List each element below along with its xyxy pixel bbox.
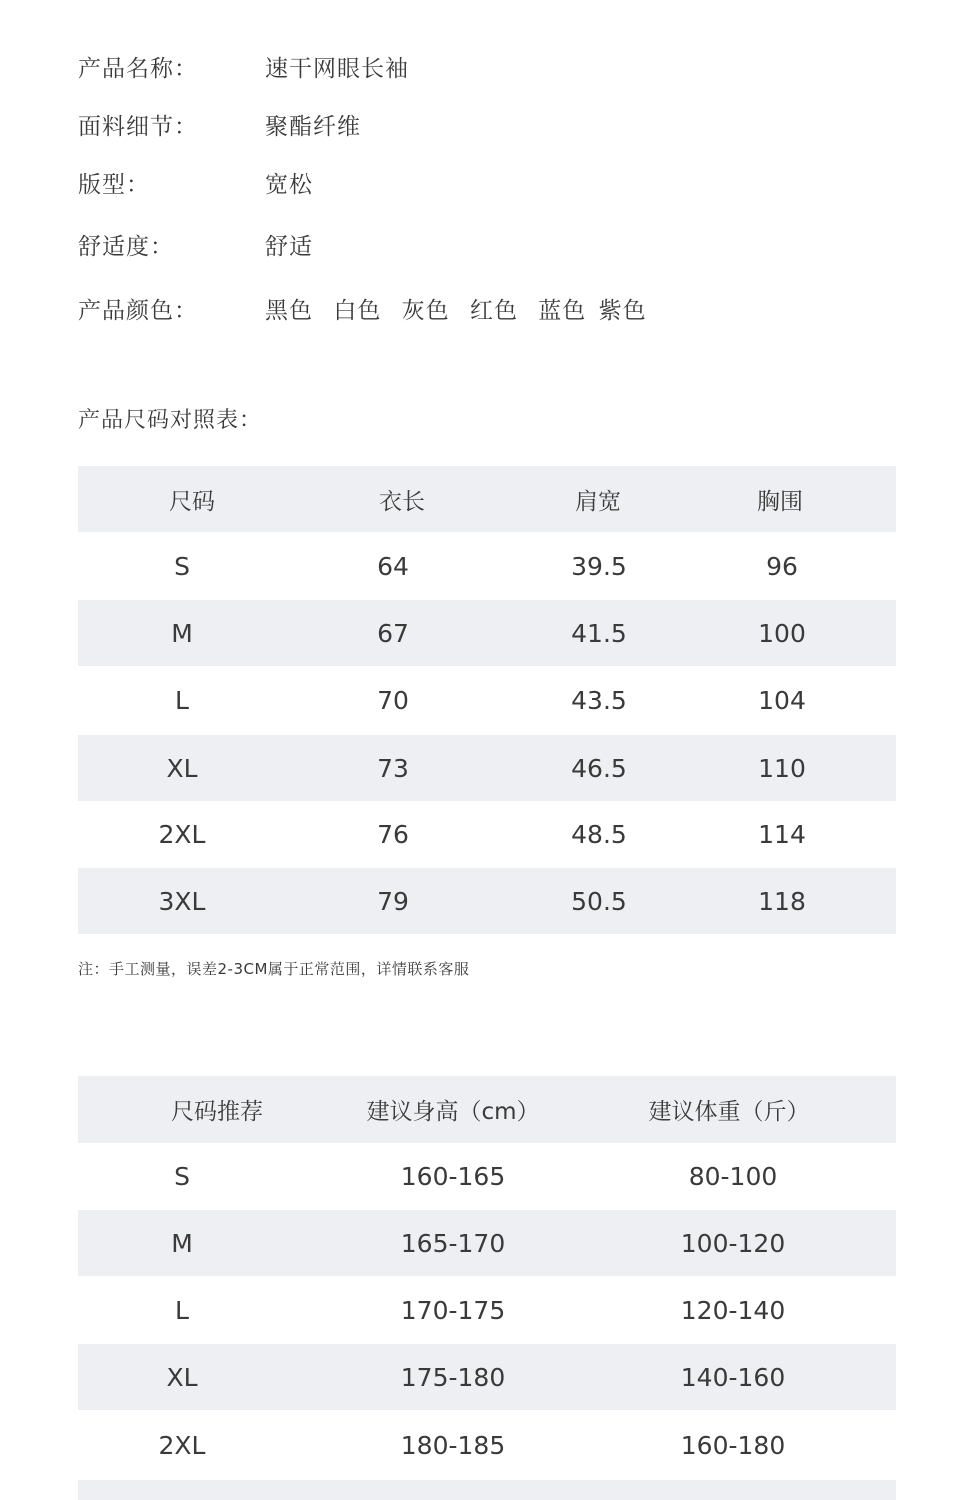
table-cell: 73 [377,753,409,783]
color-item: 紫色 [598,297,647,324]
table-cell: M [171,618,193,648]
color-list [265,292,659,325]
table-header-row [78,1076,896,1143]
table-row [78,532,896,600]
table-cell: 2XL [158,1430,206,1460]
table-cell: 160-165 [400,1162,506,1191]
table-cell: 3XL [158,886,206,916]
info-label: 产品名称： [78,55,198,82]
table-cell: 96 [766,551,798,581]
info-value: 宽松 [265,171,313,198]
table-cell: 180-185 [400,1430,506,1460]
table-cell: S [174,1162,190,1191]
measurement-note: 注：手工测量，误差2-3CM属于正常范围，详情联系客服 [78,960,470,978]
color-item: 蓝色 [538,297,587,324]
table-row [78,600,896,666]
table-cell: 165-170 [400,1228,506,1258]
header-cell: 胸围 [757,488,803,515]
info-label: 版型： [78,171,150,198]
table-cell: 46.5 [571,753,627,783]
table-cell: 160-180 [680,1430,786,1460]
header-cell: 衣长 [379,488,425,515]
info-row-comfort [78,224,313,264]
table-cell: 39.5 [571,551,627,581]
table-cell: 64 [377,551,409,581]
table-cell: 80-100 [688,1162,778,1191]
table-cell: 114 [758,820,806,849]
table-cell: XL [166,753,198,783]
info-row-fabric [78,104,361,144]
table-cell: 175-180 [400,1362,506,1392]
table-row [78,666,896,735]
recommend-chart-table [78,1076,896,1500]
table-cell: 2XL [158,820,206,849]
table-row [78,735,896,801]
header-cell: 建议身高（cm） [366,1099,540,1125]
color-item: 黑色 [265,297,313,324]
table-cell: S [174,551,190,581]
info-label: 面料细节： [78,113,198,140]
table-cell: 100-120 [680,1228,786,1258]
table-row [78,1143,896,1210]
table-cell: 70 [377,686,409,715]
size-chart-table [78,466,896,934]
info-row-colors [78,288,659,328]
info-label: 舒适度： [78,233,174,260]
table-cell: 140-160 [680,1362,786,1392]
table-cell: 79 [377,886,409,916]
info-value: 速干网眼长袖 [265,55,409,82]
table-cell: M [171,1228,193,1258]
info-value: 舒适 [265,233,313,260]
table-cell: L [175,686,189,715]
table-cell: 41.5 [571,618,627,648]
table-cell: L [175,1295,189,1325]
info-label: 产品颜色： [78,297,198,324]
header-cell: 肩宽 [575,488,621,515]
header-cell: 尺码 [169,488,215,515]
color-item: 红色 [469,297,518,324]
table-row [78,1410,896,1480]
table-cell: 43.5 [571,686,627,715]
size-chart-title: 产品尺码对照表： [78,408,263,433]
table-cell: 104 [758,686,806,715]
color-item: 灰色 [401,297,450,324]
table-cell: 110 [758,753,806,783]
table-cell: 100 [758,618,806,648]
table-cell: 67 [377,618,409,648]
header-cell: 建议体重（斤） [648,1099,810,1125]
header-cell: 尺码推荐 [171,1099,263,1125]
table-row [78,868,896,934]
table-cell: XL [166,1362,198,1392]
info-row-fit [78,162,313,202]
table-cell: 120-140 [680,1295,786,1325]
table-cell: 50.5 [571,886,627,916]
color-item: 白色 [333,297,382,324]
table-row [78,1210,896,1276]
table-cell: 48.5 [571,820,627,849]
table-row [78,1276,896,1344]
table-header-row [78,466,896,532]
table-cell: 170-175 [400,1295,506,1325]
table-row-partial [78,1480,896,1500]
table-cell: 76 [377,820,409,849]
info-row-name [78,46,409,86]
table-row [78,1344,896,1410]
info-value: 聚酯纤维 [265,113,361,140]
table-row [78,801,896,868]
table-cell: 118 [758,886,806,916]
